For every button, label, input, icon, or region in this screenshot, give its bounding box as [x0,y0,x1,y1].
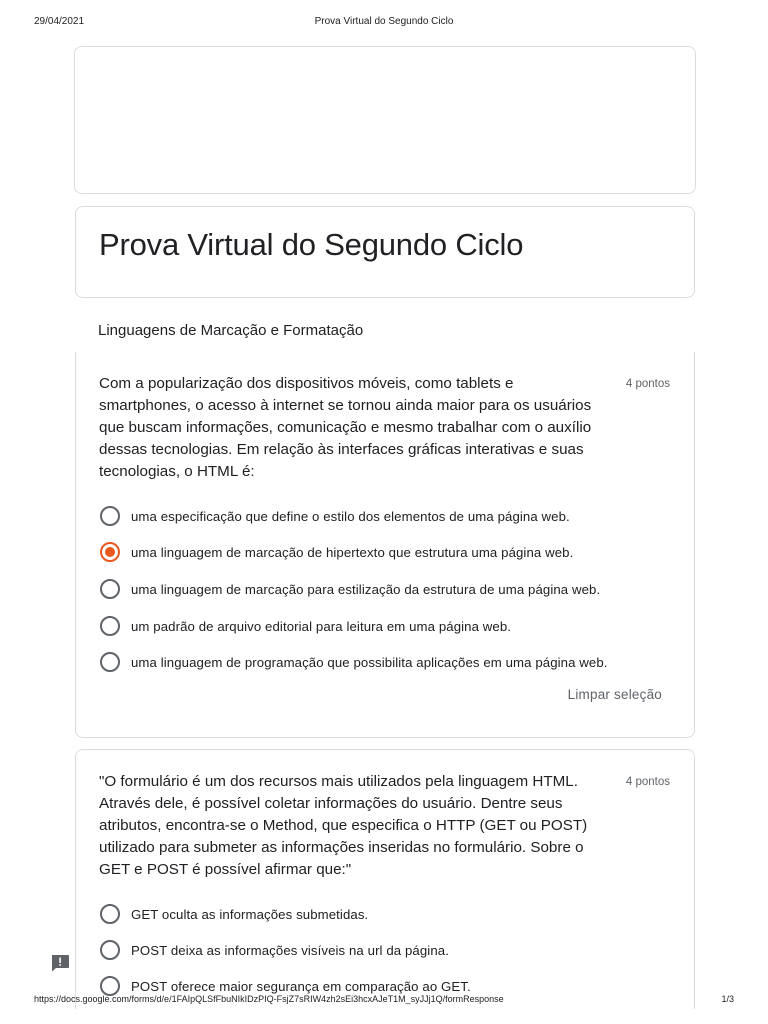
page-number: 1/3 [721,994,734,1004]
option-label: uma linguagem de programação que possibilita aplicações em uma página web. [131,654,608,670]
option-label: uma linguagem de marcação para estilização da estrutura de uma página web. [131,581,601,597]
form-title-card [75,206,695,298]
radio-button[interactable] [100,652,120,672]
print-footer [0,994,768,1008]
radio-button-selected[interactable] [100,542,120,562]
option-5[interactable] [100,652,608,672]
option-4[interactable] [100,616,511,636]
radio-button[interactable] [100,940,120,960]
radio-button[interactable] [100,904,120,924]
feedback-icon[interactable] [50,954,70,972]
question-card-1 [75,352,695,738]
option-3[interactable] [100,976,471,996]
question-card-2 [75,749,695,1009]
form-title: Prova Virtual do Segundo Ciclo [99,227,524,262]
radio-button[interactable] [100,976,120,996]
print-title: Prova Virtual do Segundo Ciclo [314,16,454,27]
radio-button[interactable] [100,579,120,599]
header-banner [74,46,696,194]
option-label: uma especificação que define o estilo dos elementos de uma página web. [131,508,570,524]
question-text: Com a popularização dos dispositivos móveis, como tablets e smartphones, o acesso à internet se tornou ainda maior para os usuários que buscam informações, comunicação e mesmo trabalhar com o auxílio dessas tecnologias. Em relação às interfaces gráficas interativas e suas tecnologias, o HTML é: [99,375,592,480]
option-2[interactable] [100,940,449,960]
question-points: 4 pontos [625,776,670,788]
print-date: 29/04/2021 [34,16,85,27]
option-label: GET oculta as informações submetidas. [131,906,369,922]
option-2[interactable] [100,542,573,562]
question-text: "O formulário é um dos recursos mais utilizados pela linguagem HTML. Através dele, é possível coletar informações do usuário. Dentre seus atributos, encontra-se o Method, que especifica o HTTP (GET ou POST) utilizado para submeter as informações inseridas no formulário. Sobre o GET e POST é possível afirmar que:" [99,773,588,878]
section-title: Linguagens de Marcação e Formatação [98,322,364,339]
option-1[interactable] [100,506,570,526]
print-url: https://docs.google.com/forms/d/e/1FAIpQLSfFbuNIkIDzPIQ-FsjZ7sRIW4zh2sEi3hcxAJeT1M_syJJj1Q/formResponse [34,994,504,1004]
option-label: POST oferece maior segurança em comparação ao GET. [131,978,471,994]
option-label: um padrão de arquivo editorial para leitura em uma página web. [131,618,512,634]
option-label: POST deixa as informações visíveis na url da página. [131,942,449,958]
print-header [0,16,768,30]
option-3[interactable] [100,579,600,599]
radio-button[interactable] [100,616,120,636]
radio-button[interactable] [100,506,120,526]
question-points: 4 pontos [625,378,670,390]
clear-selection-button[interactable]: Limpar seleção [567,687,662,702]
option-1[interactable] [100,904,368,924]
option-label: uma linguagem de marcação de hipertexto que estrutura uma página web. [131,544,574,560]
